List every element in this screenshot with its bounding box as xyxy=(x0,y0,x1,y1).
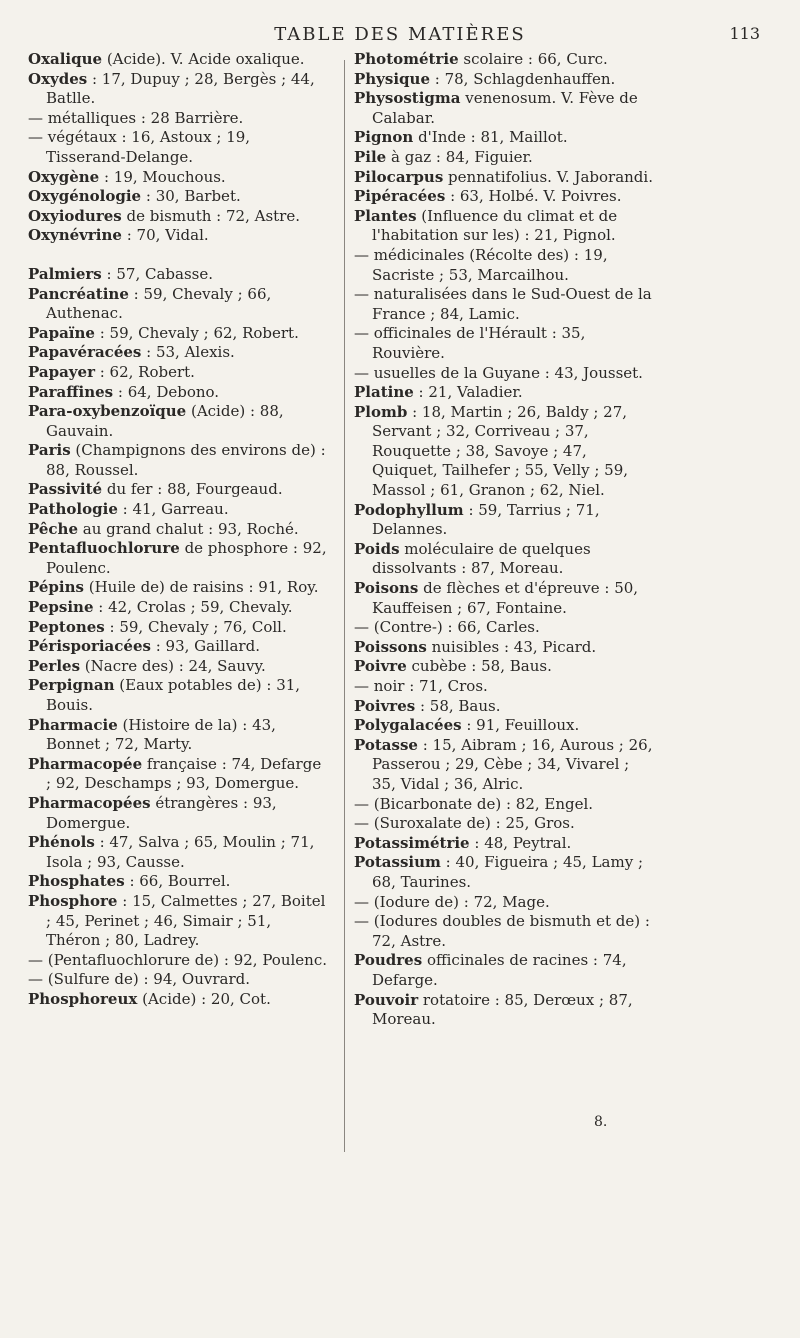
entry-heading: Phosphoreux xyxy=(28,989,138,1008)
entry-heading: Oxydes xyxy=(28,69,88,88)
entry-heading: Pignon xyxy=(354,128,414,147)
entry-text: : 40, Figueira ; 45, Lamy ; 68, Taurines. xyxy=(372,853,644,891)
entry-text: — (Pentafluochlorure de) : 92, Poulenc. xyxy=(28,950,328,969)
entry-text: pennatifolius. V. Jaborandi. xyxy=(443,167,653,186)
index-entry xyxy=(28,755,328,794)
entry-heading: Passivité xyxy=(28,480,103,499)
entry-heading: Pharmacopée xyxy=(28,754,143,773)
entry-text: moléculaire de quelques dissolvants : 87, Moreau. xyxy=(372,539,591,578)
index-entry xyxy=(28,970,328,990)
index-entry xyxy=(28,480,328,500)
index-entry xyxy=(354,814,654,834)
entry-heading: Papaïne xyxy=(28,323,95,342)
index-entry xyxy=(28,618,328,638)
entry-text: d'Inde : 81, Maillot. xyxy=(413,128,568,147)
entry-heading: Oxalique xyxy=(28,50,103,68)
entry-text: : 63, Holbé. V. Poivres. xyxy=(445,187,622,206)
entry-heading: Pile xyxy=(354,147,387,166)
index-entry xyxy=(354,540,654,579)
entry-heading: Pouvoir xyxy=(354,990,419,1009)
entry-text: — (Bicarbonate de) : 82, Engel. xyxy=(354,794,594,813)
entry-heading: Poids xyxy=(354,539,400,558)
index-entry xyxy=(28,441,328,480)
entry-heading: Plantes xyxy=(354,206,417,225)
entry-text: — (Sulfure de) : 94, Ouvrard. xyxy=(28,970,251,989)
page-title: TABLE DES MATIÈRES xyxy=(274,24,526,45)
index-entry xyxy=(354,501,654,540)
entry-text: de bismuth : 72, Astre. xyxy=(121,206,300,225)
entry-heading: Papayer xyxy=(28,362,95,381)
entry-text: : 47, Salva ; 65, Moulin ; 71, Isola ; 93, Causse. xyxy=(46,833,315,871)
entry-text: de flèches et d'épreuve : 50, Kauffeisen ; 67, Fontaine. xyxy=(372,579,639,617)
entry-heading: Paraffines xyxy=(28,382,114,401)
entry-text: — végétaux : 16, Astoux ; 19, Tisserand-Delange. xyxy=(28,128,251,166)
index-entry xyxy=(28,833,328,872)
entry-text: — (Contre-) : 66, Carles. xyxy=(354,618,540,637)
entry-heading: Oxyiodures xyxy=(28,206,122,225)
column-divider xyxy=(344,60,345,1152)
entry-text: : 30, Barbet. xyxy=(141,187,241,206)
index-entry xyxy=(354,716,654,736)
index-entry xyxy=(354,991,654,1030)
entry-heading: Pépins xyxy=(28,578,84,597)
index-entry xyxy=(354,187,654,207)
entry-heading: Poisons xyxy=(354,579,419,598)
index-entry xyxy=(354,736,654,795)
index-entry xyxy=(28,324,328,344)
entry-heading: Phénols xyxy=(28,833,95,852)
index-entry xyxy=(28,343,328,363)
entry-heading: Pentafluochlorure xyxy=(28,539,180,558)
entry-text: : 42, Crolas ; 59, Chevaly. xyxy=(93,598,293,617)
entry-heading: Potassimétrie xyxy=(354,833,470,852)
index-entry xyxy=(28,226,328,246)
entry-heading: Plomb xyxy=(354,402,408,421)
entry-heading: Poudres xyxy=(354,951,423,970)
entry-text: officinales de racines : 74, Defarge. xyxy=(372,951,627,989)
entry-heading: Poivre xyxy=(354,657,407,676)
entry-heading: Peptones xyxy=(28,617,105,636)
index-entry xyxy=(354,795,654,815)
index-entry xyxy=(354,364,654,384)
index-entry xyxy=(28,285,328,324)
entry-text: : 53, Alexis. xyxy=(141,343,235,362)
index-entry xyxy=(354,951,654,990)
entry-text: — noir : 71, Cros. xyxy=(354,677,488,695)
entry-text: : 15, Calmettes ; 27, Boitel ; 45, Perinet ; 46, Simair ; 51, Théron ; 80, Ladrey. xyxy=(46,891,326,950)
entry-text: : 15, Aibram ; 16, Aurous ; 26, Passerou ; 29, Cèbe ; 34, Vivarel ; 35, Vidal ; 36, Alric. xyxy=(372,735,653,793)
entry-text: : 58, Baus. xyxy=(415,696,501,715)
index-entry xyxy=(354,677,654,697)
entry-heading: Para-oxybenzoïque xyxy=(28,402,187,421)
index-entry xyxy=(28,50,328,70)
entry-heading: Perles xyxy=(28,656,81,675)
index-entry xyxy=(28,402,328,441)
index-entry xyxy=(354,403,654,501)
entry-text: : 78, Schlagdenhauffen. xyxy=(429,69,616,88)
entry-heading: Pilocarpus xyxy=(354,167,444,186)
entry-heading: Pancréatine xyxy=(28,284,129,303)
entry-text: : 59, Tarrius ; 71, Delannes. xyxy=(372,500,600,539)
index-entry xyxy=(354,324,654,363)
entry-text: : 59, Chevaly ; 66, Authenac. xyxy=(46,284,272,323)
entry-text: — naturalisées dans le Sud-Ouest de la France ; 84, Lamic. xyxy=(354,285,652,323)
entry-text: : 64, Debono. xyxy=(113,382,220,401)
index-entry xyxy=(354,579,654,618)
entry-text: (Huile de) de raisins : 91, Roy. xyxy=(83,578,319,597)
index-entry xyxy=(28,539,328,578)
entry-heading: Podophyllum xyxy=(354,500,464,519)
index-entry xyxy=(28,892,328,951)
entry-text: : 19, Mouchous. xyxy=(99,167,226,186)
entry-heading: Potasse xyxy=(354,735,418,754)
index-entry xyxy=(28,657,328,677)
index-entry xyxy=(28,363,328,383)
entry-heading: Polygalacées xyxy=(354,716,462,735)
entry-heading: Poivres xyxy=(354,696,416,715)
index-entry xyxy=(28,187,328,207)
entry-heading: Pepsine xyxy=(28,598,94,617)
entry-heading: Palmiers xyxy=(28,264,102,283)
entry-text: : 62, Robert. xyxy=(94,362,195,381)
entry-text: : 59, Chevaly ; 62, Robert. xyxy=(94,323,299,342)
index-entry xyxy=(354,912,654,951)
entry-heading: Pêche xyxy=(28,519,79,538)
index-entry xyxy=(354,618,654,638)
index-entry xyxy=(28,578,328,598)
entry-text: : 59, Chevaly ; 76, Coll. xyxy=(104,617,287,636)
index-entry xyxy=(28,716,328,755)
index-entry xyxy=(354,207,654,246)
entry-heading: Pipéracées xyxy=(354,187,446,206)
entry-text: nuisibles : 43, Picard. xyxy=(426,637,597,656)
entry-text: (Nacre des) : 24, Sauvy. xyxy=(80,656,266,675)
entry-text: (Eaux potables de) : 31, Bouis. xyxy=(46,676,301,714)
entry-heading: Pharmacopées xyxy=(28,793,151,812)
index-entry xyxy=(354,246,654,285)
entry-text: — (Suroxalate de) : 25, Gros. xyxy=(354,814,575,833)
entry-text: française : 74, Defarge ; 92, Deschamps ; 93, Domergue. xyxy=(46,754,322,793)
entry-text: venenosum. V. Fève de Calabar. xyxy=(372,89,638,127)
entry-text: — (Iodures doubles de bismuth et de) : 72, Astre. xyxy=(354,912,650,950)
index-entry xyxy=(28,128,328,167)
entry-text: — (Iodure de) : 72, Mage. xyxy=(354,892,550,911)
index-entry xyxy=(354,70,654,90)
entry-heading: Physostigma xyxy=(354,89,461,108)
index-entry xyxy=(28,383,328,403)
index-entry xyxy=(354,657,654,677)
index-column-right xyxy=(354,50,654,1030)
index-entry xyxy=(354,285,654,324)
index-entry xyxy=(354,168,654,188)
entry-heading: Pharmacie xyxy=(28,715,118,734)
entry-text: (Champignons des environs de) : 88, Roussel. xyxy=(46,441,326,479)
entry-text: — officinales de l'Hérault : 35, Rouvière. xyxy=(354,324,586,362)
entry-text: (Histoire de la) : 43, Bonnet ; 72, Marty. xyxy=(46,715,276,754)
entry-text: : 91, Feuilloux. xyxy=(461,716,580,735)
index-entry xyxy=(354,834,654,854)
entry-heading: Papavéracées xyxy=(28,343,142,362)
index-entry xyxy=(28,872,328,892)
entry-text: (Acide) : 88, Gauvain. xyxy=(46,402,284,440)
entry-text: rotatoire : 85, Derœux ; 87, Moreau. xyxy=(372,990,633,1029)
entry-heading: Perpignan xyxy=(28,676,115,695)
entry-heading: Oxygène xyxy=(28,167,100,186)
index-entry xyxy=(354,128,654,148)
entry-text: (Influence du climat et de l'habitation sur les) : 21, Pignol. xyxy=(372,206,618,245)
entry-text: : 70, Vidal. xyxy=(121,226,209,245)
entry-heading: Platine xyxy=(354,383,414,402)
entry-text: du fer : 88, Fourgeaud. xyxy=(102,480,283,499)
entry-heading: Périsporiacées xyxy=(28,637,151,656)
entry-text: de phosphore : 92, Poulenc. xyxy=(46,539,327,577)
entry-text: étrangères : 93, Domergue. xyxy=(46,793,277,832)
page-header xyxy=(40,24,760,48)
index-entry xyxy=(354,853,654,892)
index-entry xyxy=(28,990,328,1010)
index-entry xyxy=(28,794,328,833)
entry-text: : 41, Garreau. xyxy=(117,500,229,519)
entry-text: : 66, Bourrel. xyxy=(124,872,231,891)
index-entry xyxy=(28,500,328,520)
entry-text: (Acide) : 20, Cot. xyxy=(137,989,271,1008)
entry-heading: Pathologie xyxy=(28,500,118,519)
index-entry xyxy=(28,70,328,109)
entry-text: — métalliques : 28 Barrière. xyxy=(28,108,244,127)
index-entry xyxy=(28,637,328,657)
entry-text: : 21, Valadier. xyxy=(413,383,523,402)
entry-text: : 17, Dupuy ; 28, Bergès ; 44, Batlle. xyxy=(46,69,315,108)
entry-text: : 93, Gaillard. xyxy=(150,637,260,656)
entry-text: (Acide). V. Acide oxalique. xyxy=(102,50,305,68)
index-entry xyxy=(354,148,654,168)
section-gap xyxy=(28,246,328,265)
index-entry xyxy=(28,168,328,188)
entry-text: — médicinales (Récolte des) : 19, Sacriste ; 53, Marcailhou. xyxy=(354,245,608,284)
index-entry xyxy=(28,207,328,227)
index-entry xyxy=(28,951,328,971)
entry-text: à gaz : 84, Figuier. xyxy=(386,147,533,166)
entry-text: cubèbe : 58, Baus. xyxy=(406,657,552,676)
page-number: 113 xyxy=(729,24,760,43)
entry-heading: Potassium xyxy=(354,853,441,872)
index-entry xyxy=(354,893,654,913)
entry-text: au grand chalut : 93, Roché. xyxy=(78,519,299,538)
entry-heading: Oxynévrine xyxy=(28,226,122,245)
entry-text: scolaire : 66, Curc. xyxy=(458,50,608,68)
index-entry xyxy=(28,676,328,715)
index-entry xyxy=(28,109,328,129)
index-entry xyxy=(354,89,654,128)
signature-mark: 8. xyxy=(594,1114,608,1130)
index-entry xyxy=(354,638,654,658)
entry-heading: Poissons xyxy=(354,637,427,656)
index-entry xyxy=(28,520,328,540)
entry-text: : 57, Cabasse. xyxy=(101,264,213,283)
index-entry xyxy=(354,50,654,70)
entry-heading: Photométrie xyxy=(354,50,459,68)
entry-text: : 18, Martin ; 26, Baldy ; 27, Servant ; 32, Corriveau ; 37, Rouquette ; 38, Savoye ; 47, Quiquet, Tailhefer ; 55, Velly ; 59, Massol ; 61, Granon ; 62, Niel. xyxy=(372,402,629,500)
index-entry xyxy=(354,383,654,403)
index-entry xyxy=(28,265,328,285)
index-entry xyxy=(28,598,328,618)
index-entry xyxy=(354,697,654,717)
entry-heading: Phosphore xyxy=(28,891,118,910)
entry-heading: Phosphates xyxy=(28,872,125,891)
entry-heading: Paris xyxy=(28,441,71,460)
entry-text: — usuelles de la Guyane : 43, Jousset. xyxy=(354,363,643,382)
entry-heading: Physique xyxy=(354,69,430,88)
entry-text: : 48, Peytral. xyxy=(469,833,572,852)
index-column-left xyxy=(28,50,328,1010)
entry-heading: Oxygénologie xyxy=(28,187,142,206)
